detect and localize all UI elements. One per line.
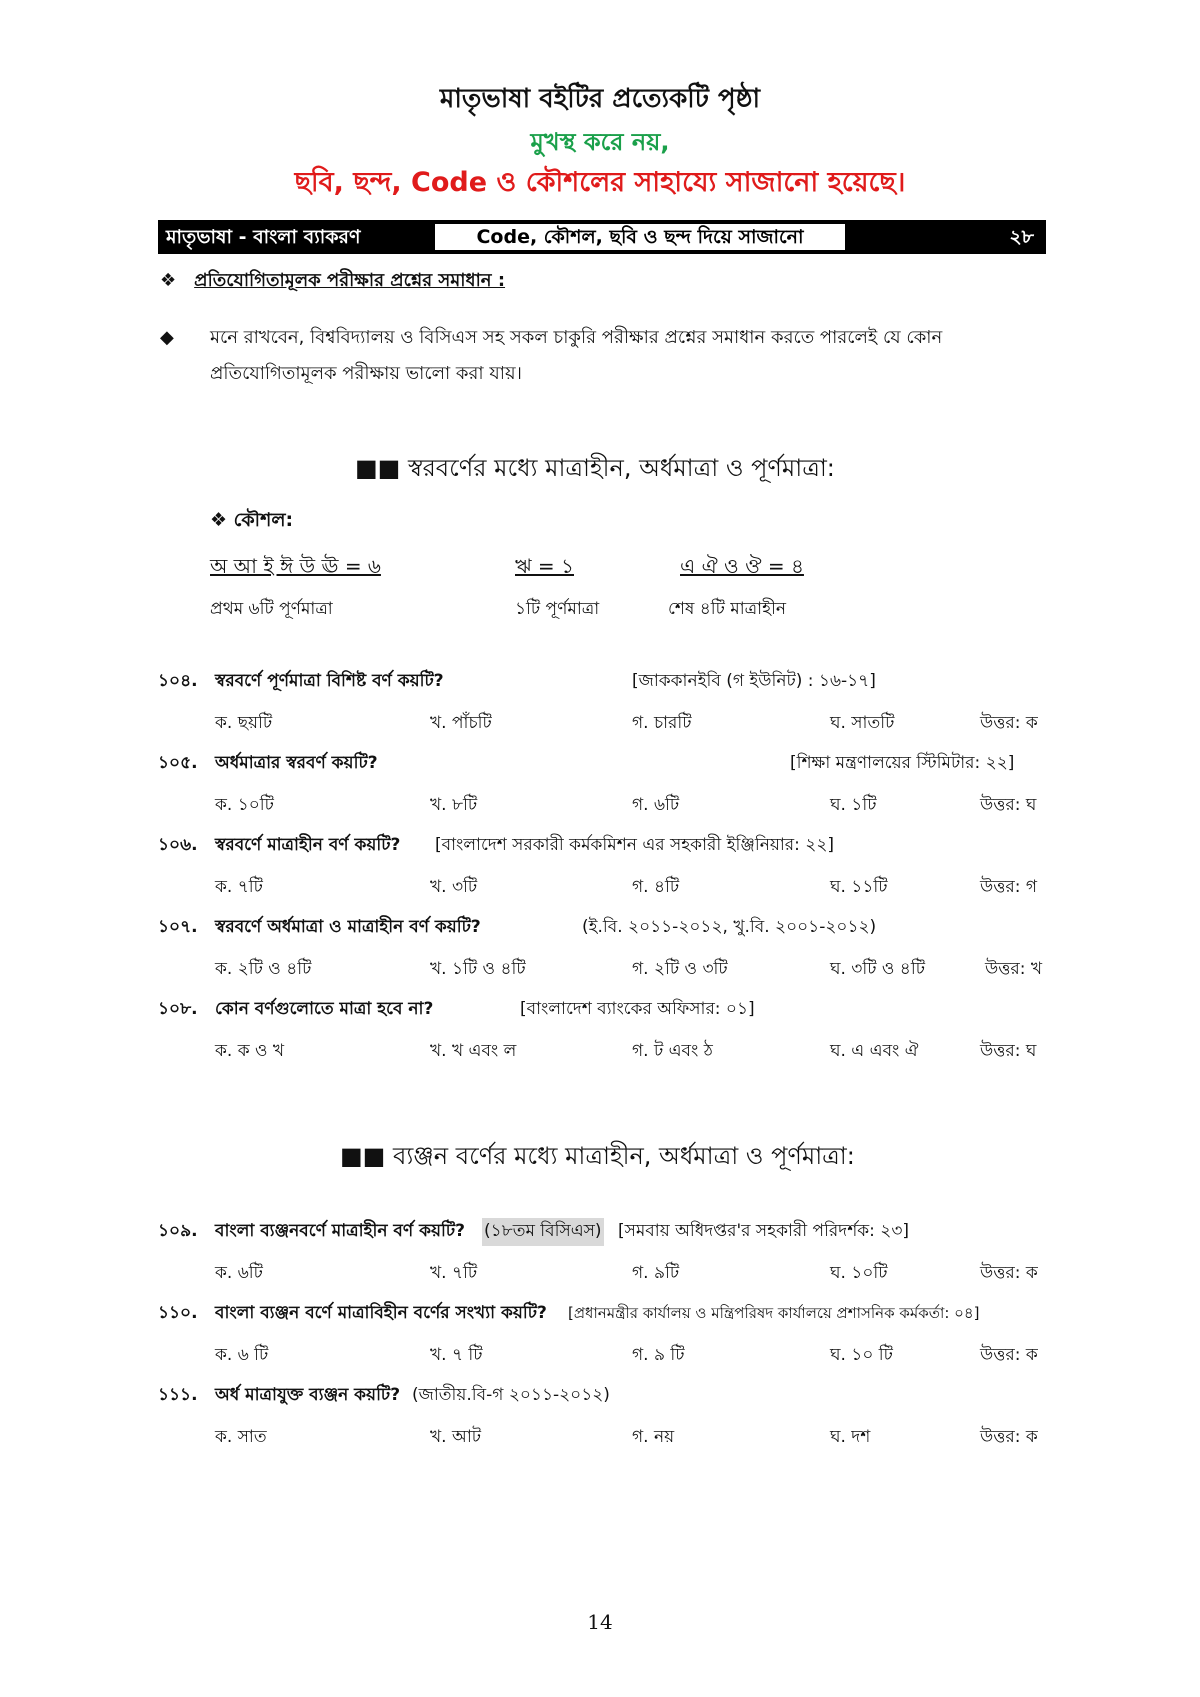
option-d: ঘ. ১০টি <box>830 1263 888 1283</box>
option-row <box>0 956 1200 980</box>
option-d: ঘ. সাতটি <box>830 713 895 733</box>
option-a: ক. ১০টি <box>215 795 274 815</box>
solution-subheading <box>160 266 505 297</box>
question <box>0 914 1200 938</box>
question-text: স্বরবর্ণে অর্ধমাত্রা ও মাত্রাহীন বর্ণ কয়টি? <box>215 917 481 937</box>
question-number: ১০৬. <box>158 835 198 855</box>
option-b: খ. আট <box>430 1427 482 1447</box>
option-row <box>0 710 1200 734</box>
option-b: খ. খ এবং ল <box>430 1041 517 1061</box>
question-number: ১০৮. <box>158 999 198 1019</box>
option-c: গ. ২টি ও ৩টি <box>632 959 728 979</box>
option-a: ক. ৬ টি <box>215 1345 269 1365</box>
question-number: ১০৫. <box>158 753 198 773</box>
option-a: ক. ছয়টি <box>215 713 273 733</box>
bullet-icon: ◆ <box>160 327 174 348</box>
question-number: ১০৭. <box>158 917 198 937</box>
banner-line-3: ছবি, ছন্দ, Code ও কৌশলের সাহায্যে সাজানো হয়েছে। <box>294 167 906 198</box>
question <box>0 832 1200 856</box>
question-text: অর্ধ মাত্রাযুক্ত ব্যঞ্জন কয়টি? <box>215 1385 401 1405</box>
option-row <box>0 1260 1200 1284</box>
option-a: ক. সাত <box>215 1427 267 1447</box>
chapter-header-bar <box>158 220 1046 254</box>
question-text: অর্ধমাত্রার স্বরবর্ণ কয়টি? <box>215 753 378 773</box>
question-number: ১০৯. <box>158 1221 198 1241</box>
option-row <box>0 1038 1200 1062</box>
answer: উত্তর: ক <box>980 1427 1038 1447</box>
vowel-group-note: প্রথম ৬টি পূর্ণমাত্রা <box>210 599 333 619</box>
question-source: (ই.বি. ২০১১-২০১২, খু.বি. ২০০১-২০১২) <box>582 917 877 937</box>
answer: উত্তর: ঘ <box>980 1041 1037 1061</box>
subheading-text: প্রতিযোগিতামূলক পরীক্ষার প্রশ্নের সমাধান : <box>194 270 506 291</box>
option-c: গ. ৪টি <box>632 877 680 897</box>
option-b: খ. ১টি ও ৪টি <box>430 959 526 979</box>
question <box>0 996 1200 1020</box>
option-b: খ. ৩টি <box>430 877 478 897</box>
section-title-consonants: ■■ ব্যঞ্জন বর্ণের মধ্যে মাত্রাহীন, অর্ধমাত্রা ও পূর্ণমাত্রা: <box>340 1142 855 1170</box>
option-c: গ. ট এবং ঠ <box>632 1041 713 1061</box>
option-b: খ. ৭ টি <box>430 1345 483 1365</box>
option-a: ক. ৬টি <box>215 1263 263 1283</box>
question-source: [বাংলাদেশ ব্যাংকের অফিসার: ০১] <box>520 999 755 1019</box>
question-text: স্বরবর্ণে পূর্ণমাত্রা বিশিষ্ট বর্ণ কয়টি? <box>215 671 444 691</box>
highlighted-source: (১৮তম বিসিএস) <box>482 1218 604 1246</box>
page-number: 14 <box>587 1610 613 1634</box>
diamond-icon: ❖ <box>160 270 177 291</box>
answer: উত্তর: ঘ <box>980 795 1037 815</box>
answer: উত্তর: খ <box>985 959 1043 979</box>
technique-label: ❖ কৌশল: <box>210 509 294 531</box>
option-d: ঘ. ৩টি ও ৪টি <box>830 959 925 979</box>
header-page-number: ২৮ <box>1009 226 1034 248</box>
question <box>0 1218 1200 1242</box>
answer: উত্তর: গ <box>980 877 1038 897</box>
option-d: ঘ. ১০ টি <box>830 1345 893 1365</box>
option-a: ক. ৭টি <box>215 877 263 897</box>
answer: উত্তর: ক <box>980 1345 1038 1365</box>
banner-line-2: মুখস্থ করে নয়, <box>530 128 670 156</box>
vowel-group-note: শেষ ৪টি মাত্রাহীন <box>668 599 787 619</box>
vowel-group-formula: এ ঐ ও ঔ = ৪ <box>680 554 804 578</box>
option-b: খ. ৭টি <box>430 1263 478 1283</box>
question-number: ১০৪. <box>158 671 198 691</box>
vowel-group-formula: অ আ ই ঈ উ ঊ = ৬ <box>210 554 381 578</box>
option-a: ক. ২টি ও ৪টি <box>215 959 312 979</box>
question-number: ১১১. <box>158 1385 198 1405</box>
option-row <box>0 792 1200 816</box>
vowel-group-formula: ঋ = ১ <box>515 554 574 578</box>
question-source: [বাংলাদেশ সরকারী কর্মকমিশন এর সহকারী ইঞ্জিনিয়ার: ২২] <box>435 835 835 855</box>
header-tagline: Code, কৌশল, ছবি ও ছন্দ দিয়ে সাজানো <box>434 223 846 251</box>
option-row <box>0 1424 1200 1448</box>
vowel-group-note: ১টি পূর্ণমাত্রা <box>515 599 600 619</box>
question <box>0 1300 1200 1324</box>
answer: উত্তর: ক <box>980 713 1038 733</box>
answer: উত্তর: ক <box>980 1263 1038 1283</box>
banner-line-1: মাতৃভাষা বইটির প্রত্যেকটি পৃষ্ঠা <box>439 84 761 114</box>
option-b: খ. ৮টি <box>430 795 478 815</box>
option-row <box>0 874 1200 898</box>
header-chapter-title: মাতৃভাষা - বাংলা ব্যাকরণ <box>166 226 361 248</box>
option-d: ঘ. ১টি <box>830 795 877 815</box>
section-title-vowels: ■■ স্বরবর্ণের মধ্যে মাত্রাহীন, অর্ধমাত্রা ও পূর্ণমাত্রা: <box>355 454 835 482</box>
question-source: (জাতীয়.বি-গ ২০১১-২০১২) <box>412 1385 610 1405</box>
note-text: মনে রাখবেন, বিশ্ববিদ্যালয় ও বিসিএস সহ সকল চাকুরি পরীক্ষার প্রশ্নের সমাধান করতে পারলেই যে কোন প্রতিযোগিতামূলক পরীক্ষায় ভালো করা যায়। <box>210 327 943 384</box>
question-text: স্বরবর্ণে মাত্রাহীন বর্ণ কয়টি? <box>215 835 401 855</box>
option-c: গ. ৯ টি <box>632 1345 685 1365</box>
option-c: গ. নয় <box>632 1427 675 1447</box>
question <box>0 668 1200 692</box>
option-b: খ. পাঁচটি <box>430 713 492 733</box>
question-source: [সমবায় অধিদপ্তর'র সহকারী পরিদর্শক: ২৩] <box>618 1221 910 1241</box>
option-d: ঘ. এ এবং ঐ <box>830 1041 919 1061</box>
question-text: বাংলা ব্যঞ্জনবর্ণে মাত্রাহীন বর্ণ কয়টি? <box>215 1221 465 1241</box>
option-c: গ. ৬টি <box>632 795 680 815</box>
option-row <box>0 1342 1200 1366</box>
question-source: [জাককানইবি (গ ইউনিট) : ১৬-১৭] <box>632 671 876 691</box>
question <box>0 1382 1200 1406</box>
option-d: ঘ. দশ <box>830 1427 871 1447</box>
question-text: বাংলা ব্যঞ্জন বর্ণে মাত্রাবিহীন বর্ণের সংখ্যা কয়টি? <box>215 1303 547 1323</box>
question-number: ১১০. <box>158 1303 198 1323</box>
option-c: গ. চারটি <box>632 713 692 733</box>
question-text: কোন বর্ণগুলোতে মাত্রা হবে না? <box>215 999 434 1019</box>
option-c: গ. ৯টি <box>632 1263 680 1283</box>
question <box>0 750 1200 774</box>
option-d: ঘ. ১১টি <box>830 877 888 897</box>
question-source: [শিক্ষা মন্ত্রণালয়ের স্টিমিটার: ২২] <box>790 753 1015 773</box>
question-source: [প্রধানমন্ত্রীর কার্যালয় ও মন্ত্রিপরিষদ কার্যালয়ে প্রশাসনিক কর্মকর্তা: ০৪] <box>568 1304 980 1322</box>
option-a: ক. ক ও খ <box>215 1041 285 1061</box>
